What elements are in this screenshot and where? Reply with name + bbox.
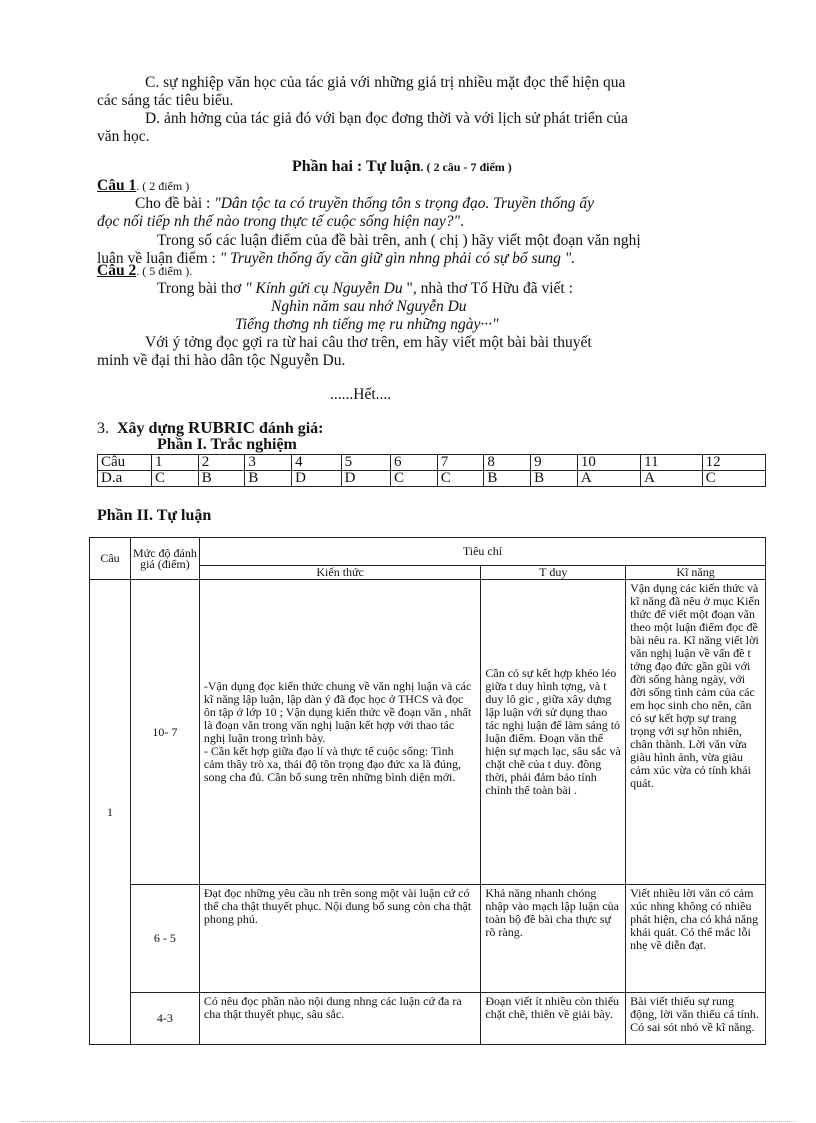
part2-heading: [292, 158, 512, 176]
thinking-cell: Đoạn viết ít nhiều còn thiếu chặt chẽ, thiên về giải bày.: [481, 993, 626, 1045]
q-number: 9: [531, 455, 578, 471]
q2-intro-end: ", nhà thơ Tố Hữu đã viết :: [406, 280, 573, 297]
header-skill: Kĩ năng: [626, 566, 766, 580]
answer-key-row-answers: [98, 471, 766, 487]
thinking-cell: Cần có sự kết hợp khéo léo giữa t duy hình tợng, và t duy lô gic , giữa xây dựng lập luận với sử dụng thao tác nghị luận để làm sáng tỏ luận điểm. Đoạn văn thể hiện sự mạch lạc, sâu sắc và chặt chẽ của t duy. đồng thời, phải đảm bảo tính chỉnh thể toàn bài .: [481, 580, 626, 885]
answer: B: [484, 471, 531, 487]
q-number: 6: [391, 455, 438, 471]
rubric-heading: [97, 418, 323, 438]
page-separator: [20, 1121, 796, 1122]
rubric-table: [89, 537, 766, 1045]
q1-intro: Cho đề bài :: [135, 195, 215, 212]
q-number: 10: [577, 455, 640, 471]
knowledge-cell: -Vận dụng đọc kiến thức chung về văn nghị luận và các kĩ năng lập luận, lập dàn ý đã đọc học ở THCS và đọc ôn tập ở lớp 10 ; Vận dụng kiến thức về đoạn văn , nhất là đoạn văn trong văn nghị luận kết hợp với thao tác nghị luận trong trình bày. - Cần kết hợp giữa đạo lí và thực tế cuộc sống: Tình cảm thầy trò xa, thái độ tôn trọng đạo đức xa là đúng, song cha đủ. Cần bổ sung trên những bình diện mới.: [199, 580, 481, 885]
verse-1: Nghìn năm sau nhớ Nguyễn Du: [271, 298, 467, 315]
answer: B: [198, 471, 245, 487]
answer: D: [341, 471, 390, 487]
q1-quote: "Dân tộc ta có truyền thống tôn s trọng đạo. Truyền thống ấy: [214, 195, 594, 212]
q-number: 7: [437, 455, 484, 471]
rubric-title-c: đánh giá:: [255, 420, 324, 437]
answer-key-row-label: Câu: [98, 455, 152, 471]
q1-label: Câu 1: [97, 177, 137, 194]
q-number: 12: [702, 455, 765, 471]
q-number: 8: [484, 455, 531, 471]
answer-key-row-numbers: [98, 455, 766, 471]
answer: B: [531, 471, 578, 487]
answer: B: [245, 471, 292, 487]
q1-points: . ( 2 điểm ): [136, 179, 190, 193]
q-number: 2: [198, 455, 245, 471]
header-level: Mức độ đánh giá (điểm): [130, 538, 199, 580]
q-number: 3: [245, 455, 292, 471]
thinking-cell: Khả năng nhanh chóng nhập vào mạch lập luận của toàn bộ đề bài cha thực sự rõ ràng.: [481, 885, 626, 993]
header-cau: Câu: [90, 538, 131, 580]
q2-task-cont: minh về đại thi hào dân tộc Nguyễn Du.: [97, 352, 346, 369]
q-number: 5: [341, 455, 390, 471]
header-criteria: Tiêu chí: [199, 538, 765, 566]
knowledge-cell: Đạt đọc những yêu cầu nh trên song một vài luận cứ có thể cha thật thuyết phục. Nội dung bổ sung còn cha thật phong phú.: [199, 885, 481, 993]
q1-task-cont: luận về luận điểm :: [97, 250, 220, 267]
q-number: 4: [292, 455, 341, 471]
part2-rubric-title: Phần II. Tự luận: [97, 507, 212, 524]
answer: C: [702, 471, 765, 487]
q-number: 1: [152, 455, 199, 471]
q2-points: . ( 5 điểm ).: [136, 264, 193, 278]
rubric-row: [90, 885, 766, 993]
answer: A: [641, 471, 702, 487]
answer: D: [292, 471, 341, 487]
q1-task-quote: " Truyền thống ấy cần giữ gìn nhng phải có sự bổ sung ".: [219, 250, 576, 267]
header-knowledge: Kiến thức: [199, 566, 481, 580]
level: 4-3: [130, 993, 199, 1045]
q1-quote-end: .: [460, 213, 464, 230]
skill-cell: Viết nhiều lời văn có cảm xúc nhng không có nhiều phát hiện, cha có khả năng khái quát. Có thể mắc lỗi nhẹ về diễn đạt.: [626, 885, 766, 993]
rubric-row: [90, 580, 766, 885]
part2-heading-note: . ( 2 câu - 7 điểm ): [420, 160, 512, 174]
option-c-cont: các sáng tác tiêu biểu.: [97, 92, 234, 109]
knowledge-cell: Có nêu đọc phần nào nội dung nhng các luận cứ đa ra cha thật thuyết phục, sâu sắc.: [199, 993, 481, 1045]
question-number: 1: [90, 580, 131, 1045]
q1-quote-cont: đọc nối tiếp nh thế nào trong thực tế cuộc sống hiện nay?": [97, 213, 461, 230]
part1-title: Phần I. Trắc nghiệm: [157, 436, 297, 453]
q2-poem: " Kính gửi cụ Nguyễn Du: [245, 280, 407, 297]
rubric-row: [90, 993, 766, 1045]
skill-cell: Bài viết thiếu sự rung động, lời văn thiếu cá tính. Có sai sót nhỏ về kĩ năng.: [626, 993, 766, 1045]
rubric-title-a: Xây dựng: [117, 420, 188, 437]
answer: C: [152, 471, 199, 487]
answer-key-table: [97, 454, 766, 487]
verse-2: Tiếng thơng nh tiếng mẹ ru những ngày···": [235, 316, 499, 333]
skill-cell: Vận dụng các kiến thức và kĩ năng đã nêu ở mục Kiến thức để viết một đoạn văn theo một luận điểm đọc đề bài nêu ra. Kĩ năng viết lời văn nghị luận về vấn đề t tởng đạo đức gần gũi với đời sống hàng ngày, với đời sống tình cảm của các em học sinh cho nên, cần có sự kết hợp sự trang trọng với sự hồn nhiên, chân thành. Lời văn vừa giàu hình ảnh, vừa giàu cảm xúc vừa có tính khái quát.: [626, 580, 766, 885]
rubric-title-b: RUBRIC: [187, 418, 256, 437]
header-thinking: T duy: [481, 566, 626, 580]
q-number: 11: [641, 455, 702, 471]
option-d: D. ảnh hởng của tác giả đó với bạn đọc đơng thời và với lịch sử phát triển của: [145, 110, 628, 127]
q2-task: Với ý tởng đọc gợi ra từ hai câu thơ trên, em hãy viết một bài bài thuyết: [145, 334, 592, 351]
rubric-number: 3.: [97, 420, 109, 437]
answer-key-row-label: D.a: [98, 471, 152, 487]
level: 10- 7: [130, 580, 199, 885]
option-d-cont: văn học.: [97, 128, 150, 145]
answer: C: [391, 471, 438, 487]
option-c: C. sự nghiệp văn học của tác giả với những giá trị nhiều mặt đọc thể hiện qua: [145, 74, 626, 91]
level: 6 - 5: [130, 885, 199, 993]
q2-label: Câu 2: [97, 262, 137, 279]
q2-intro: Trong bài thơ: [157, 280, 246, 297]
q1-task: Trong số các luận điểm của đề bài trên, anh ( chị ) hãy viết một đoạn văn nghị: [157, 232, 641, 249]
answer: A: [577, 471, 640, 487]
part2-heading-title: Phần hai : Tự luận: [292, 158, 421, 175]
answer: C: [437, 471, 484, 487]
end-marker: ......Hết....: [330, 386, 392, 403]
